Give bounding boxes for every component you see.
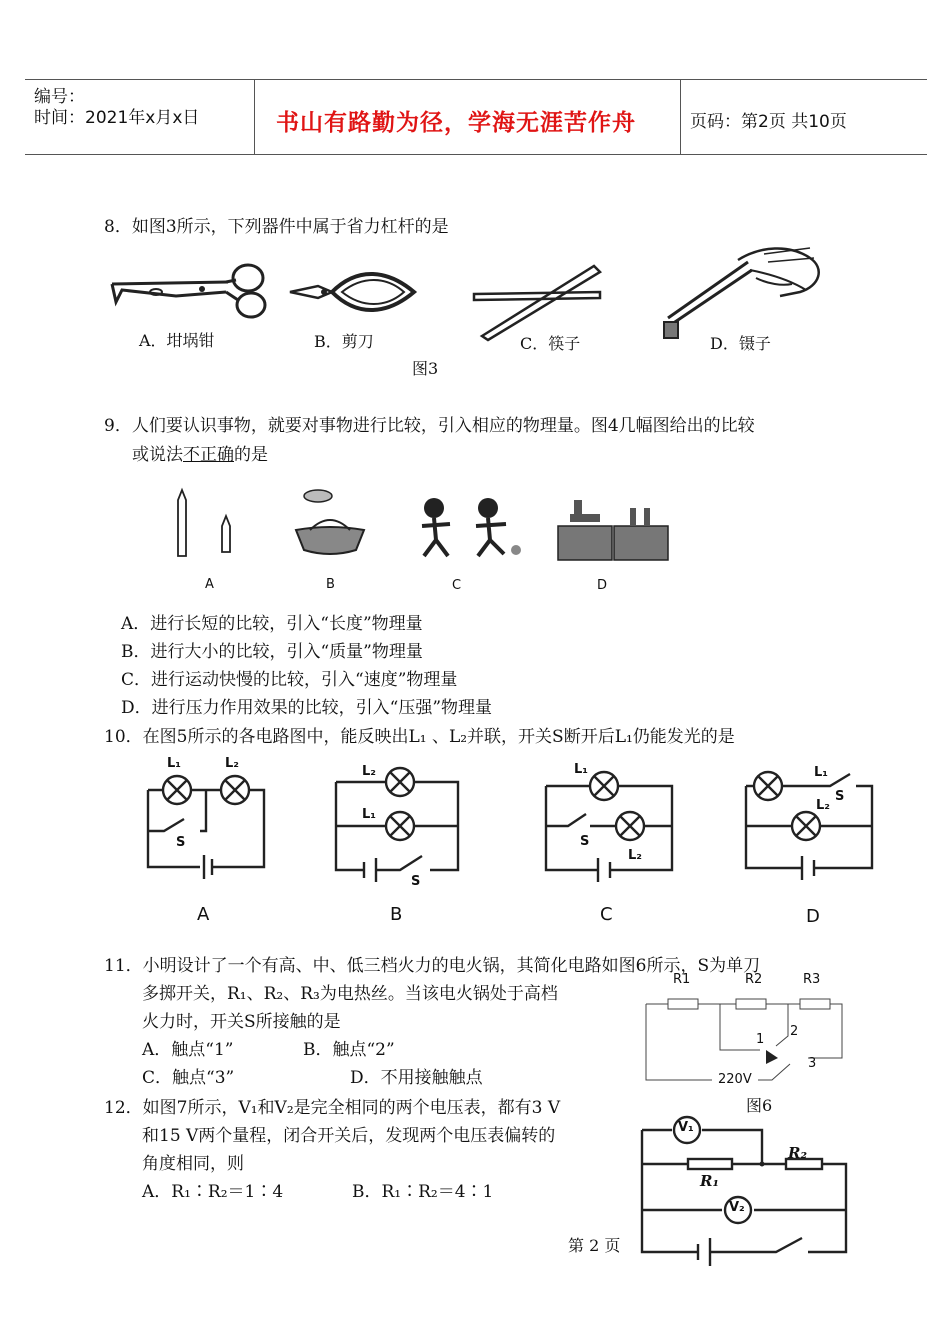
figure6-r3-label: R3 bbox=[803, 972, 821, 987]
circuit-c-diagram bbox=[540, 770, 680, 880]
q12-line2: 和15 V两个量程，闭合开关后，发现两个电压表偏转的 bbox=[142, 1126, 556, 1146]
figure7-r1-label: R₁ bbox=[700, 1172, 720, 1190]
q8-option-a: A．坩埚钳 bbox=[139, 331, 215, 350]
q9-option-c: C．进行运动快慢的比较，引入“速度”物理量 bbox=[121, 670, 458, 690]
circuit-c-l1-label: L₁ bbox=[574, 762, 588, 777]
circuit-a-switch-label: S bbox=[176, 835, 186, 850]
circuit-b-label: B bbox=[390, 904, 403, 925]
q9-option-d: D．进行压力作用效果的比较，引入“压强”物理量 bbox=[121, 698, 493, 718]
q11-option-c: C．触点“3” bbox=[142, 1068, 235, 1088]
figure6-voltage: 220V bbox=[718, 1072, 752, 1087]
figure6-contact-3: 3 bbox=[808, 1056, 817, 1071]
figure7-r2-label: R₂ bbox=[788, 1144, 808, 1162]
q9-stem-line2 bbox=[132, 441, 268, 469]
figure7-v1-label: V₁ bbox=[678, 1120, 694, 1135]
tweezers-image bbox=[660, 240, 830, 345]
figure7-circuit bbox=[636, 1112, 851, 1272]
circuit-c-l2-label: L₂ bbox=[628, 848, 642, 863]
q12-line3: 角度相同，则 bbox=[142, 1154, 244, 1174]
q11-option-b: B．触点“2” bbox=[303, 1040, 395, 1060]
q10-stem: 10．在图5所示的各电路图中，能反映出L₁ 、L₂并联，开关S断开后L₁仍能发光的是 bbox=[104, 727, 735, 747]
circuit-a-label: A bbox=[197, 904, 210, 925]
circuit-d-l1-label: L₁ bbox=[814, 765, 828, 780]
q9-stem-post: 的是 bbox=[234, 445, 268, 465]
circuit-b-diagram bbox=[330, 770, 465, 880]
header-time-label: 时间：2021年x月x日 bbox=[34, 108, 200, 128]
crucible-tongs-image bbox=[108, 262, 273, 324]
q9-figure-label-b: B bbox=[326, 577, 335, 592]
q8-option-d: D．镊子 bbox=[710, 334, 771, 353]
circuit-b-l1-label: L₁ bbox=[362, 807, 376, 822]
scissors-image bbox=[288, 270, 420, 315]
q9-stem-underlined: 不正确 bbox=[183, 445, 234, 465]
q8-figure-caption: 图3 bbox=[412, 359, 439, 378]
q9-stem-line1: 9．人们要认识事物，就要对事物进行比较，引入相应的物理量。图4几幅图给出的比较 bbox=[104, 416, 755, 436]
q12-option-b: B．R₁∶R₂＝4∶1 bbox=[352, 1182, 494, 1202]
q8-stem: 8．如图3所示，下列器件中属于省力杠杆的是 bbox=[104, 217, 449, 237]
q9-option-b: B．进行大小的比较，引入“质量”物理量 bbox=[121, 642, 423, 662]
figure6-r2-label: R2 bbox=[745, 972, 763, 987]
figure6-caption: 图6 bbox=[746, 1096, 773, 1115]
header-divider-left bbox=[254, 79, 255, 154]
q9-figure-label-d: D bbox=[597, 578, 608, 593]
chopsticks-image bbox=[470, 262, 605, 342]
circuit-d-l2-label: L₂ bbox=[816, 798, 830, 813]
figure6-contact-2: 2 bbox=[790, 1024, 799, 1039]
circuit-d-switch-label: S bbox=[835, 789, 845, 804]
q11-line2: 多掷开关，R₁、R₂、R₃为电热丝。当该电火锅处于高档 bbox=[142, 984, 558, 1004]
header-page-info: 页码：第2页 共10页 bbox=[690, 112, 847, 132]
q11-option-a: A．触点“1” bbox=[142, 1040, 234, 1060]
q9-figure-label-c: C bbox=[452, 578, 462, 593]
basket-balance-image bbox=[290, 486, 370, 561]
circuit-a-l1-label: L₁ bbox=[167, 756, 181, 771]
q8-option-b: B．剪刀 bbox=[314, 332, 374, 351]
figure6-contact-1: 1 bbox=[756, 1032, 765, 1047]
figure6-r1-label: R1 bbox=[673, 972, 691, 987]
header-number-label: 编号： bbox=[34, 87, 85, 107]
q12-option-a: A．R₁∶R₂＝1∶4 bbox=[142, 1182, 284, 1202]
header-bottom-rule bbox=[25, 154, 927, 155]
circuit-c-switch-label: S bbox=[580, 834, 590, 849]
circuit-d-label: D bbox=[806, 906, 820, 927]
page-footer: 第 2 页 bbox=[568, 1236, 621, 1255]
circuit-d-diagram bbox=[740, 768, 880, 880]
q11-line3: 火力时，开关S所接触的是 bbox=[142, 1012, 341, 1032]
q9-stem-pre: 或说法 bbox=[132, 445, 183, 465]
pencils-image bbox=[170, 486, 240, 561]
circuit-a-diagram bbox=[140, 755, 270, 875]
circuit-c-label: C bbox=[600, 904, 613, 925]
q8-option-c: C．筷子 bbox=[520, 334, 581, 353]
circuit-b-l2-label: L₂ bbox=[362, 764, 376, 779]
q11-line1: 11．小明设计了一个有高、中、低三档火力的电火锅，其简化电路如图6所示，S为单刀 bbox=[104, 956, 761, 976]
pressure-blocks-image bbox=[552, 494, 674, 566]
circuit-a-l2-label: L₂ bbox=[225, 756, 239, 771]
header-top-rule bbox=[25, 79, 927, 80]
q9-figure-label-a: A bbox=[205, 577, 214, 592]
q11-option-d: D．不用接触触点 bbox=[350, 1068, 483, 1088]
runners-image bbox=[412, 494, 532, 569]
figure7-v2-label: V₂ bbox=[729, 1200, 745, 1215]
header-divider-right bbox=[680, 79, 681, 154]
header-motto: 书山有路勤为径，学海无涯苦作舟 bbox=[276, 110, 636, 136]
circuit-b-switch-label: S bbox=[411, 874, 421, 889]
q9-option-a: A．进行长短的比较，引入“长度”物理量 bbox=[121, 614, 423, 634]
q12-line1: 12．如图7所示，V₁和V₂是完全相同的两个电压表，都有3 V bbox=[104, 1098, 561, 1118]
